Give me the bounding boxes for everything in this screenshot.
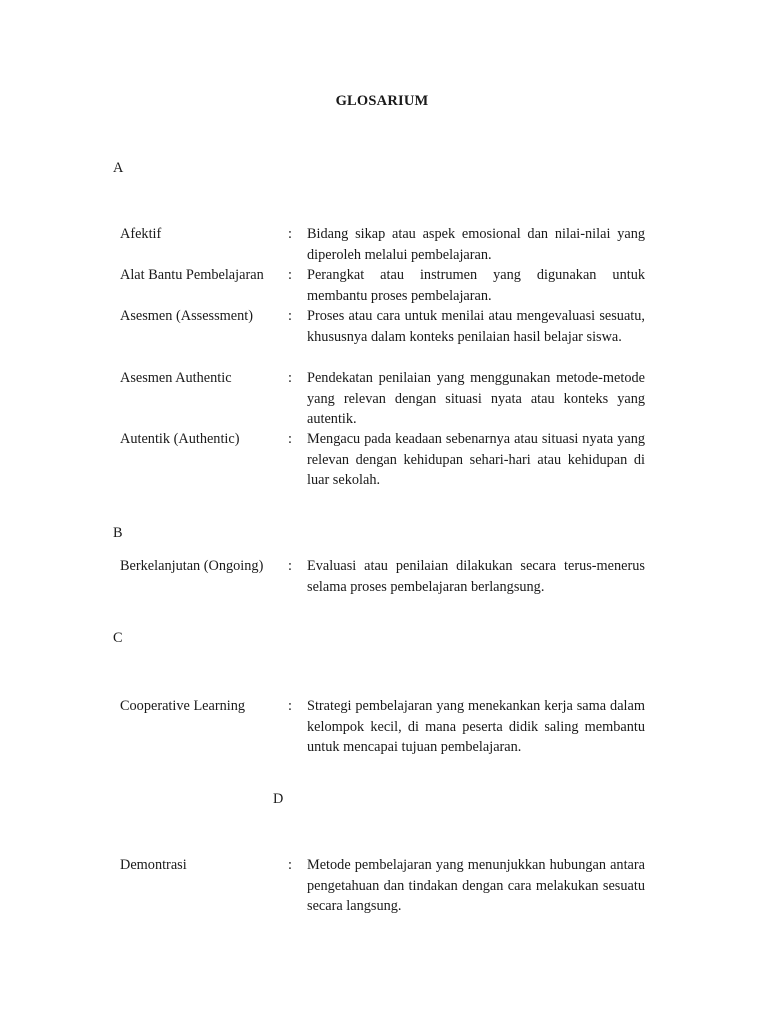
glossary-definition: Metode pembelajaran yang menunjukkan hubungan antara pengetahuan dan tindakan dengan cara melakukan sesuatu secara langsung. — [307, 857, 645, 914]
glossary-term: Berkelanjutan (Ongoing) — [120, 558, 264, 574]
colon-separator: : — [288, 431, 292, 447]
glossary-term: Alat Bantu Pembelajaran — [120, 267, 264, 283]
colon-separator: : — [288, 226, 292, 242]
glossary-term: Demontrasi — [120, 857, 187, 873]
section-letter-b: B — [113, 525, 123, 541]
glossary-term: Asesmen (Assessment) — [120, 308, 254, 324]
section-letter-a: A — [113, 160, 124, 176]
glossary-term: Afektif — [120, 226, 162, 242]
colon-separator: : — [288, 857, 292, 873]
colon-separator: : — [288, 370, 292, 386]
glossary-definition: Mengacu pada keadaan sebenarnya atau situasi nyata yang relevan dengan kehidupan sehari-hari atau kehidupan di luar sekolah. — [307, 431, 645, 488]
glossary-entry-alat-bantu-pembelajaran — [120, 265, 645, 306]
colon-separator: : — [288, 558, 292, 574]
glossary-definition: Strategi pembelajaran yang menekankan kerja sama dalam kelompok kecil, di mana peserta didik saling membantu untuk mencapai tujuan pembelajaran. — [307, 698, 645, 755]
section-letter-c: C — [113, 630, 123, 646]
glossary-definition: Pendekatan penilaian yang menggunakan metode-metode yang relevan dengan situasi nyata atau konteks yang autentik. — [307, 370, 645, 427]
glossary-entry-autentik — [120, 429, 645, 491]
glossary-term: Autentik (Authentic) — [120, 431, 240, 447]
glossary-entry-berkelanjutan — [120, 556, 645, 597]
glossary-definition: Bidang sikap atau aspek emosional dan nilai-nilai yang diperoleh melalui pembelajaran. — [307, 226, 645, 263]
glossary-definition: Proses atau cara untuk menilai atau mengevaluasi sesuatu, khususnya dalam konteks penilaian hasil belajar siswa. — [307, 308, 645, 345]
glossary-term: Cooperative Learning — [120, 698, 246, 714]
glossary-entry-demontrasi — [120, 855, 645, 917]
glossary-entry-asesmen-authentic — [120, 368, 645, 430]
glossary-term: Asesmen Authentic — [120, 370, 232, 386]
glossary-definition: Perangkat atau instrumen yang digunakan untuk membantu proses pembelajaran. — [307, 267, 645, 304]
glossary-definition: Evaluasi atau penilaian dilakukan secara terus-menerus selama proses pembelajaran berlangsung. — [307, 558, 645, 595]
colon-separator: : — [288, 698, 292, 714]
glossary-entry-afektif — [120, 224, 645, 265]
section-letter-d: D — [273, 791, 284, 807]
colon-separator: : — [288, 308, 292, 324]
glossary-entry-asesmen — [120, 306, 645, 347]
colon-separator: : — [288, 267, 292, 283]
page-title: GLOSARIUM — [335, 93, 429, 109]
glossary-entry-cooperative-learning — [120, 696, 645, 758]
